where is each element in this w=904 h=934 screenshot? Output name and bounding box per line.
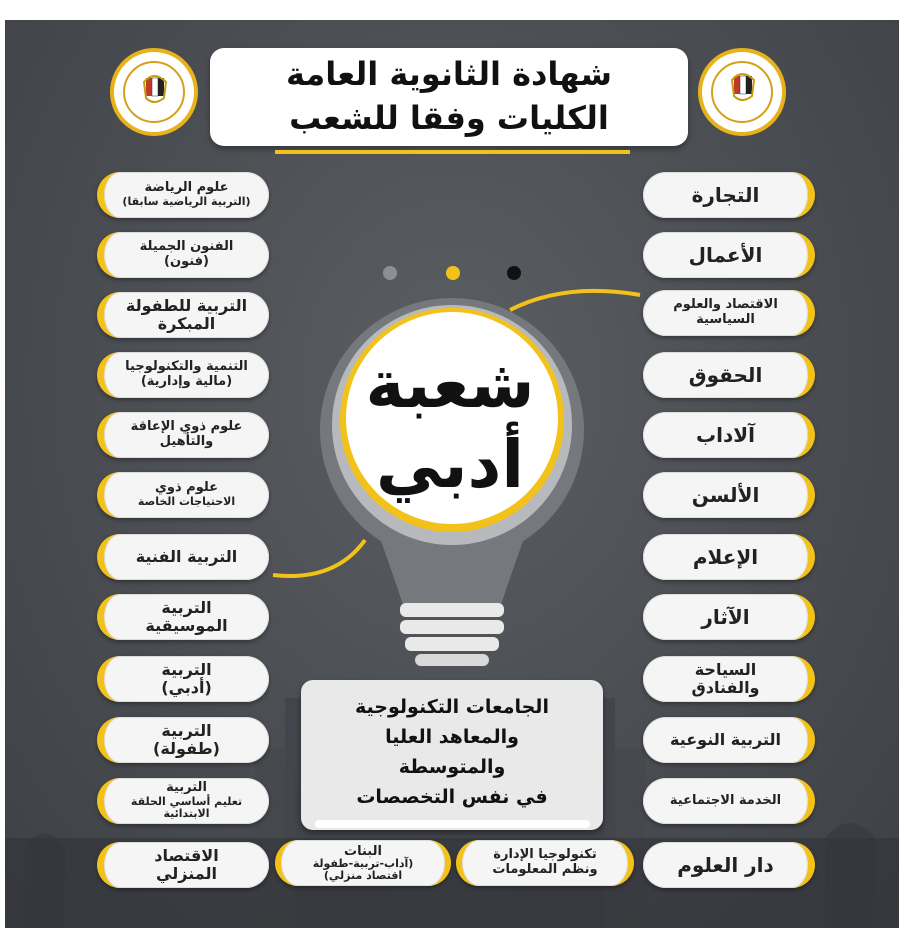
faculty-disability-rehabilitation (97, 412, 269, 458)
info-line-2: والمعاهد العليا (385, 726, 519, 748)
info-box-underline (315, 820, 590, 828)
faculty-education-primary-line-2: تعليم أساسي الحلقة الابتدائية (130, 794, 243, 821)
faculty-girls-line-1: البنات (344, 843, 382, 859)
faculty-archaeology: الآثار (643, 594, 815, 640)
faculty-development-technology (97, 352, 269, 398)
faculty-sports-science (97, 172, 269, 218)
faculty-education-literary (97, 656, 269, 702)
faculty-management-technology-line-2: ونظم المعلومات (492, 862, 598, 877)
faculty-girls-line-3: اقتصاد منزلي) (323, 868, 403, 882)
faculty-music-education (97, 594, 269, 640)
faculty-mass-communication: الإعلام (643, 534, 815, 580)
bulb-title-line-1: شعبة (365, 346, 535, 423)
faculty-sports-science-line-1: علوم الرياضة (144, 180, 229, 196)
faculty-girls (275, 840, 451, 886)
faculty-music-education-line-2: الموسيقية (145, 616, 228, 635)
faculty-education-childhood-line-2: (طفولة) (153, 739, 220, 758)
faculty-development-technology-line-2: (مالية وإدارية) (140, 374, 233, 389)
faculty-early-childhood (97, 292, 269, 338)
faculty-dar-al-uloom: دار العلوم (643, 842, 815, 888)
faculty-sports-science-line-2: (التربية الرياضية سابقا) (122, 195, 251, 209)
faculty-disability-rehabilitation-line-2: والتأهيل (159, 434, 214, 449)
faculty-education-childhood-line-1: التربية (161, 720, 212, 740)
faculty-law: الحقوق (643, 352, 815, 398)
faculty-development-technology-line-1: التنمية والتكنولوجيا (125, 359, 248, 375)
info-line-4: في نفس التخصصات (356, 786, 548, 808)
title-line-2: الكليات وفقا للشعب (289, 99, 609, 137)
faculty-early-childhood-line-2: المبكرة (157, 314, 216, 333)
faculty-commerce: التجارة (643, 172, 815, 218)
faculty-social-work: الخدمة الاجتماعية (643, 778, 815, 824)
info-line-1: الجامعات التكنولوجية (355, 696, 549, 718)
bulb-title-line-2: أدبي (375, 426, 525, 503)
faculty-education-primary (97, 778, 269, 824)
bulb-title (343, 345, 557, 505)
faculty-management-technology (456, 840, 634, 886)
faculty-arts: آلاداب (643, 412, 815, 458)
faculty-girls-line-2: (آداب-تربية-طفولة (312, 857, 414, 871)
faculty-special-needs-line-1: علوم ذوي (154, 480, 219, 496)
faculty-education-literary-line-1: التربية (161, 659, 212, 679)
faculty-education-primary-line-1: التربية (166, 779, 207, 795)
faculty-fine-arts-line-2: (فنون) (164, 254, 209, 269)
poster (5, 20, 899, 928)
faculty-economics-political-science: الاقتصاد والعلوم السياسية (643, 290, 815, 336)
faculty-business: الأعمال (643, 232, 815, 278)
faculty-art-education: التربية الفنية (97, 534, 269, 580)
faculty-music-education-line-1: التربية (161, 597, 212, 617)
faculty-languages: الألسن (643, 472, 815, 518)
faculty-fine-arts-line-1: الفنون الجميلة (139, 239, 234, 255)
faculty-management-technology-line-1: تكنولوجيا الإدارة (493, 847, 597, 863)
faculty-home-economics: الاقتصاد المنزلي (97, 842, 269, 888)
faculty-disability-rehabilitation-line-1: علوم ذوي الإعاقة (130, 419, 243, 435)
faculty-tourism-hotels: السياحة والفنادق (643, 656, 815, 702)
technological-universities-box (301, 680, 603, 830)
faculty-special-needs-line-2: الاحتياجات الخاصة (137, 495, 236, 509)
title-line-1: شهادة الثانوية العامة (285, 55, 613, 93)
faculty-special-needs (97, 472, 269, 518)
faculty-education-childhood (97, 717, 269, 763)
info-line-3: والمتوسطة (398, 756, 506, 778)
faculty-education-literary-line-2: (أدبي) (161, 678, 212, 697)
faculty-specific-education: التربية النوعية (643, 717, 815, 763)
faculty-early-childhood-line-1: التربية للطفولة (125, 295, 248, 315)
faculty-fine-arts (97, 232, 269, 278)
